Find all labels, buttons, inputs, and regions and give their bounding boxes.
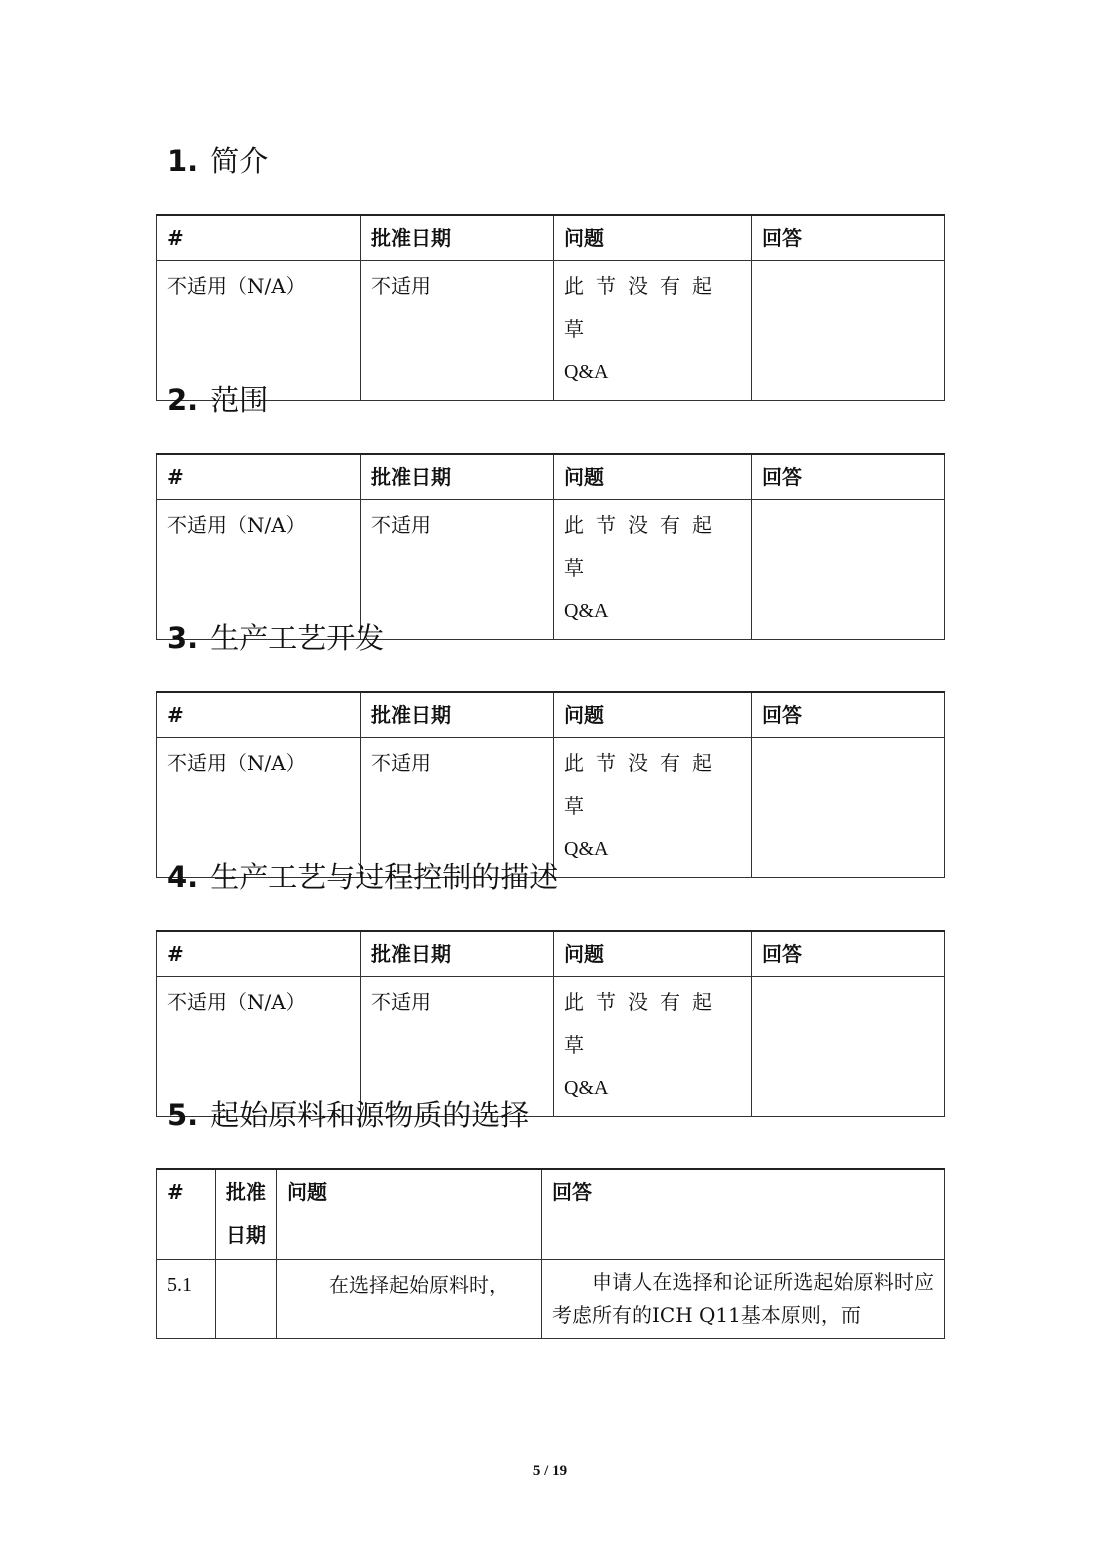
question-line: Q&A: [564, 1077, 609, 1099]
section-number: 3.: [167, 621, 199, 655]
section-number: 4.: [167, 860, 199, 894]
table-header-row: [157, 931, 945, 977]
cell-question: [554, 500, 752, 640]
question-line: 此节没有起草: [564, 274, 724, 341]
section-number: 1.: [167, 144, 199, 178]
section-number: 2.: [167, 383, 199, 417]
header-question: 问题: [554, 454, 752, 500]
table-header-row: [157, 454, 945, 500]
cell-date: 不适用: [361, 738, 554, 878]
cell-answer: [752, 261, 945, 401]
table-header-row: [157, 215, 945, 261]
section-heading-4: [167, 859, 558, 895]
header-number: #: [157, 931, 361, 977]
header-question: 问题: [554, 215, 752, 261]
section-heading-2: [167, 382, 268, 418]
page-number: 5 / 19: [532, 1463, 568, 1479]
header-approval-date: 批准日期: [361, 931, 554, 977]
cell-id: 不适用（N/A）: [157, 261, 361, 401]
table-row: [157, 261, 945, 401]
question-line: Q&A: [564, 361, 609, 383]
header-question: 问题: [554, 692, 752, 738]
cell-id: 不适用（N/A）: [157, 977, 361, 1117]
header-approval-date: 批准日期: [361, 215, 554, 261]
table-header-row: [157, 692, 945, 738]
qa-table-4: [156, 930, 945, 1117]
header-answer: 回答: [542, 1169, 945, 1260]
header-number: #: [157, 692, 361, 738]
cell-answer: 申请人在选择和论证所选起始原料时应考虑所有的ICH Q11基本原则，而: [542, 1260, 945, 1339]
qa-table-3: [156, 691, 945, 878]
cell-id: 5.1: [157, 1260, 216, 1339]
question-line: 此节没有起草: [564, 990, 724, 1057]
header-answer: 回答: [752, 692, 945, 738]
section-heading-3: [167, 620, 384, 656]
cell-answer: [752, 977, 945, 1117]
question-line: Q&A: [564, 600, 609, 622]
header-answer: 回答: [752, 454, 945, 500]
section-title: 简介: [210, 144, 269, 178]
table-row: [157, 1260, 945, 1339]
question-line: 此节没有起草: [564, 751, 724, 818]
table-row: [157, 500, 945, 640]
section-title: 生产工艺与过程控制的描述: [210, 860, 559, 894]
section-title: 范围: [210, 383, 269, 417]
header-approval-date: 批准日期: [216, 1169, 277, 1260]
header-approval-date: 批准日期: [361, 692, 554, 738]
cell-id: 不适用（N/A）: [157, 500, 361, 640]
cell-question: [554, 738, 752, 878]
cell-answer: [752, 500, 945, 640]
section-title: 起始原料和源物质的选择: [210, 1098, 530, 1132]
header-question: 问题: [554, 931, 752, 977]
qa-table-1: [156, 214, 945, 401]
cell-id: 不适用（N/A）: [157, 738, 361, 878]
header-answer: 回答: [752, 931, 945, 977]
cell-question: [554, 977, 752, 1117]
cell-question: [554, 261, 752, 401]
header-answer: 回答: [752, 215, 945, 261]
header-number: #: [157, 1169, 216, 1260]
cell-date: 不适用: [361, 261, 554, 401]
cell-date: [216, 1260, 277, 1339]
header-approval-date: 批准日期: [361, 454, 554, 500]
cell-answer: [752, 738, 945, 878]
table-row: [157, 977, 945, 1117]
cell-date: 不适用: [361, 500, 554, 640]
cell-date: 不适用: [361, 977, 554, 1117]
header-number: #: [157, 215, 361, 261]
question-line: Q&A: [564, 838, 609, 860]
table-header-row: [157, 1169, 945, 1260]
question-line: 此节没有起草: [564, 513, 724, 580]
table-row: [157, 738, 945, 878]
section-heading-5: [167, 1097, 529, 1133]
section-title: 生产工艺开发: [210, 621, 385, 655]
header-number: #: [157, 454, 361, 500]
section-heading-1: [167, 143, 268, 179]
header-question: 问题: [277, 1169, 542, 1260]
section-number: 5.: [167, 1098, 199, 1132]
cell-question: 在选择起始原料时，: [277, 1260, 542, 1339]
qa-table-2: [156, 453, 945, 640]
qa-table-5: [156, 1168, 945, 1339]
